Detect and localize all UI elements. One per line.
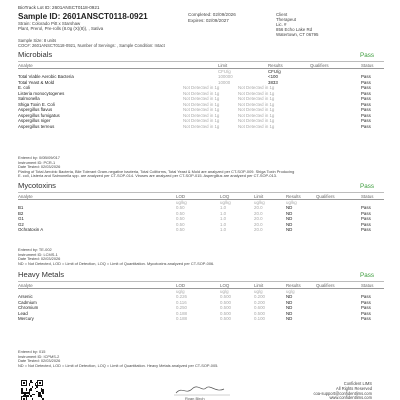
sample-id-title: Sample ID: 2601ANSCT0118-0921: [18, 12, 148, 21]
lod-cell: 0.50: [176, 210, 185, 216]
status-cell: Pass: [361, 316, 371, 321]
result-cell: Not Detected in 1g: [238, 96, 275, 101]
lod-cell: 0.50: [176, 221, 185, 227]
unit-cell: ug/kg: [254, 199, 265, 205]
note-line: E. coli, Listeria and Salmonella spp. are analyzed per CT-SOP-014. Viruses are analyzed per CT-SOP-015. Aspergillus are analyzed per CT-SOP-013.: [18, 173, 277, 179]
result-cell: ND: [286, 299, 293, 305]
result-cell: CFU/g: [268, 68, 281, 74]
status-cell: Pass: [361, 79, 371, 85]
loq-cell: 0.500: [220, 305, 231, 310]
column-header: Results: [268, 63, 283, 68]
unit-cell: ug/kg: [220, 199, 231, 205]
result-cell: ND: [286, 227, 293, 232]
result-cell: Not Detected in 1g: [238, 85, 275, 90]
table-row: [18, 124, 384, 130]
microbials-notes: [18, 156, 380, 179]
note-line: Instrument ID: PCR-1: [18, 159, 56, 165]
result-cell: ND: [286, 205, 293, 210]
table-row: [18, 227, 384, 233]
note-line: Plating of Total Aerobic Bacteria, Bile Tolerant Gram-negative bacteria, Total Coliforms, Total Yeast & Mold are analyzed per CT-SOP-009. Shiga Toxin Producing: [18, 168, 295, 174]
status-cell: Pass: [361, 305, 371, 310]
status-cell: Pass: [361, 96, 371, 101]
column-header: Status: [361, 283, 374, 288]
loq-cell: 1.0: [220, 205, 227, 210]
mycotoxins-title: Mycotoxins: [18, 181, 56, 190]
analyte-cell: E. coli: [18, 85, 30, 90]
analyte-cell: B1: [18, 205, 24, 210]
loq-cell: 0.500: [220, 294, 231, 299]
qr-code[interactable]: [21, 380, 43, 400]
result-cell: ND: [286, 310, 293, 316]
analyte-cell: G2: [18, 221, 24, 227]
mycotoxins-status: Pass: [360, 183, 374, 190]
heavy-metals-status: Pass: [360, 272, 374, 279]
lab-info: Confident LIMS All Rights Reserved coa-support@confidentlims.com www.confidentlims.com: [313, 381, 372, 400]
table-row: [18, 316, 384, 322]
status-cell: Pass: [361, 112, 371, 118]
analyte-cell: Aspergillus flavus: [18, 107, 53, 112]
column-header: LOD: [176, 194, 186, 199]
microbials-title: Microbials: [18, 50, 53, 59]
column-header: Status: [361, 63, 374, 68]
column-header: LOQ: [220, 194, 230, 199]
analyte-cell: Aspergillus niger: [18, 118, 51, 123]
status-cell: Pass: [361, 101, 371, 107]
limit-cell: 20.0: [254, 210, 263, 216]
heavy-metals-title: Heavy Metals: [18, 270, 65, 279]
limit-cell: Not Detected in 1g: [183, 85, 220, 90]
status-cell: Pass: [361, 210, 371, 216]
limit-cell: 0.200: [254, 294, 265, 299]
result-cell: Not Detected in 1g: [238, 123, 275, 129]
lod-cell: 0.250: [176, 305, 187, 310]
lod-cell: 0.226: [176, 294, 187, 299]
limit-cell: Not Detected in 1g: [183, 118, 220, 123]
column-header: Limit: [254, 283, 264, 288]
limit-cell: CFU/g: [218, 68, 231, 74]
analyte-cell: Lead: [18, 310, 28, 316]
unit-cell: ug/g: [176, 288, 185, 294]
status-cell: Pass: [361, 85, 371, 90]
analyte-cell: Shiga Toxin E. Coli: [18, 101, 55, 107]
result-cell: Not Detected in 1g: [238, 90, 275, 96]
status-cell: Pass: [361, 299, 371, 305]
signature-image: [172, 384, 232, 396]
status-cell: Pass: [361, 216, 371, 221]
status-cell: Pass: [361, 74, 371, 79]
signer-name: Ryan Birch: [185, 396, 205, 400]
loq-cell: 0.500: [220, 310, 231, 316]
lod-cell: 0.50: [176, 227, 185, 232]
mycotoxins-table: [18, 194, 384, 233]
status-cell: Pass: [361, 227, 371, 232]
status-cell: Pass: [361, 294, 371, 299]
result-cell: ND: [286, 305, 293, 310]
column-header: Qualifiers: [316, 283, 335, 288]
column-header: LOD: [176, 283, 186, 288]
limit-cell: Not Detected in 1g: [183, 101, 220, 107]
loq-cell: 0.500: [220, 299, 231, 305]
loq-cell: 1.0: [220, 210, 227, 216]
analyte-cell: Total Viable Aerobic Bacteria: [18, 74, 74, 79]
strain-info: Strain: Colorado Pitt x Starshaw Plant, Prerol, Pre-rolls (8.0g (X)(8)), , Sativa: [18, 21, 104, 32]
limit-cell: 0.100: [254, 316, 265, 321]
limit-cell: 0.500: [254, 310, 265, 316]
lod-cell: 0.188: [176, 310, 187, 316]
report-dates: Completed: 02/09/2026 Expires: 02/09/2027: [188, 12, 236, 23]
limit-cell: Not Detected in 1g: [183, 96, 220, 101]
column-header: Analyte: [18, 63, 33, 68]
status-cell: Pass: [361, 107, 371, 112]
loq-cell: 0.500: [220, 316, 231, 321]
limit-cell: Not Detected in 1g: [183, 112, 220, 118]
sample-size: Sample Size: 8 units: [18, 38, 57, 43]
status-cell: Pass: [361, 90, 371, 96]
lod-cell: 0.188: [176, 316, 187, 321]
analyte-cell: Chromium: [18, 305, 39, 310]
microbials-table: [18, 63, 384, 129]
heavy-metals-table: [18, 283, 384, 322]
unit-cell: ug/g: [286, 288, 295, 294]
analyte-cell: Aspergillus fumigatus: [18, 112, 60, 118]
limit-cell: 0.200: [254, 299, 265, 305]
limit-cell: 20.0: [254, 227, 263, 232]
limit-cell: 100000: [218, 74, 233, 79]
result-cell: ND: [286, 216, 293, 221]
analyte-cell: Salmonella: [18, 96, 40, 101]
result-cell: 3833: [268, 79, 278, 85]
lod-cell: 0.50: [176, 205, 185, 210]
column-header: Analyte: [18, 283, 33, 288]
limit-cell: 20.0: [254, 216, 263, 221]
note-line: Entered by: 0/0B/09/017: [18, 155, 60, 160]
column-header: Qualifiers: [316, 194, 335, 199]
lod-cell: 0.116: [176, 299, 187, 305]
unit-cell: ug/kg: [176, 199, 187, 205]
divider: [18, 192, 384, 193]
result-cell: <100: [268, 74, 278, 79]
limit-cell: Not Detected in 1g: [183, 107, 220, 112]
status-cell: Pass: [361, 118, 371, 123]
note-line: Instrument ID: LCMS-1: [18, 251, 58, 257]
column-header: Status: [361, 194, 374, 199]
analyte-cell: Mercury: [18, 316, 34, 321]
client-block: Client Therapeut Lic. # 856 Echo Lake Rd Watertown, CT 06795: [276, 12, 319, 38]
lod-cell: 0.50: [176, 216, 185, 221]
divider: [18, 281, 384, 282]
mycotoxins-notes: [18, 248, 380, 266]
note-line: Entered by: TE-002: [18, 247, 52, 252]
note-line: Entered by: 015: [18, 349, 46, 354]
microbials-status: Pass: [360, 52, 374, 59]
column-header: LOQ: [220, 283, 230, 288]
limit-cell: 10000: [218, 79, 231, 85]
heavy-metals-notes: [18, 350, 380, 368]
result-cell: Not Detected in 1g: [238, 107, 275, 112]
coc-line: COC#: 2601ANSCT0118-0921, Number of Servings: , Sample Condition: Intact: [18, 43, 165, 48]
analyte-cell: Ochratoxin A: [18, 227, 44, 232]
note-line: Date Tested: 02/03/2026: [18, 256, 61, 262]
column-header: Qualifiers: [310, 63, 329, 68]
result-cell: Not Detected in 1g: [238, 101, 275, 107]
analyte-cell: Cadmium: [18, 299, 37, 305]
column-header: Results: [286, 194, 301, 199]
column-header: Results: [286, 283, 301, 288]
unit-cell: ug/g: [254, 288, 263, 294]
note-line: Date Tested: 02/03/2026: [18, 358, 61, 364]
biotrack-lot-id: BioTrack Lot ID: 2601ANSCT0118-0921: [18, 5, 100, 10]
note-line: ND = Not Detected, LOD = Limit of Detection, LOQ = Limit of Quantitation. Mycotoxins analyzed per CT-SOP-006.: [18, 260, 215, 266]
unit-cell: ug/kg: [286, 199, 297, 205]
column-header: Analyte: [18, 194, 33, 199]
status-cell: Pass: [361, 123, 371, 129]
result-cell: ND: [286, 210, 293, 216]
status-cell: Pass: [361, 310, 371, 316]
column-header: Limit: [254, 194, 264, 199]
result-cell: ND: [286, 316, 293, 321]
loq-cell: 1.0: [220, 221, 227, 227]
note-line: Date Tested: 02/03/2026: [18, 164, 61, 170]
limit-cell: 20.0: [254, 221, 263, 227]
result-cell: Not Detected in 1g: [238, 118, 275, 123]
limit-cell: Not Detected in 1g: [183, 123, 220, 129]
analyte-cell: G1: [18, 216, 24, 221]
status-cell: Pass: [361, 205, 371, 210]
status-cell: Pass: [361, 221, 371, 227]
result-cell: ND: [286, 221, 293, 227]
loq-cell: 1.0: [220, 216, 227, 221]
analyte-cell: Total Yeast & Mold: [18, 79, 55, 85]
limit-cell: 20.0: [254, 205, 263, 210]
note-line: Instrument ID: ICPMS-2: [18, 353, 60, 359]
result-cell: ND: [286, 294, 293, 299]
limit-cell: Not Detected in 1g: [183, 90, 220, 96]
analyte-cell: Listeria monocytogenes: [18, 90, 65, 96]
analyte-cell: Aspergillus terreus: [18, 123, 55, 129]
result-cell: Not Detected in 1g: [238, 112, 275, 118]
divider: [18, 61, 384, 62]
limit-cell: 0.600: [254, 305, 265, 310]
note-line: ND = Not Detected, LOD = Limit of Detection, LOQ = Limit of Quantitation. Heavy Metals analyzed per CT-SOP-005.: [18, 362, 219, 368]
analyte-cell: B2: [18, 210, 24, 216]
loq-cell: 1.0: [220, 227, 227, 232]
analyte-cell: Arsenic: [18, 294, 33, 299]
unit-cell: ug/g: [220, 288, 229, 294]
column-header: Limit: [218, 63, 228, 68]
